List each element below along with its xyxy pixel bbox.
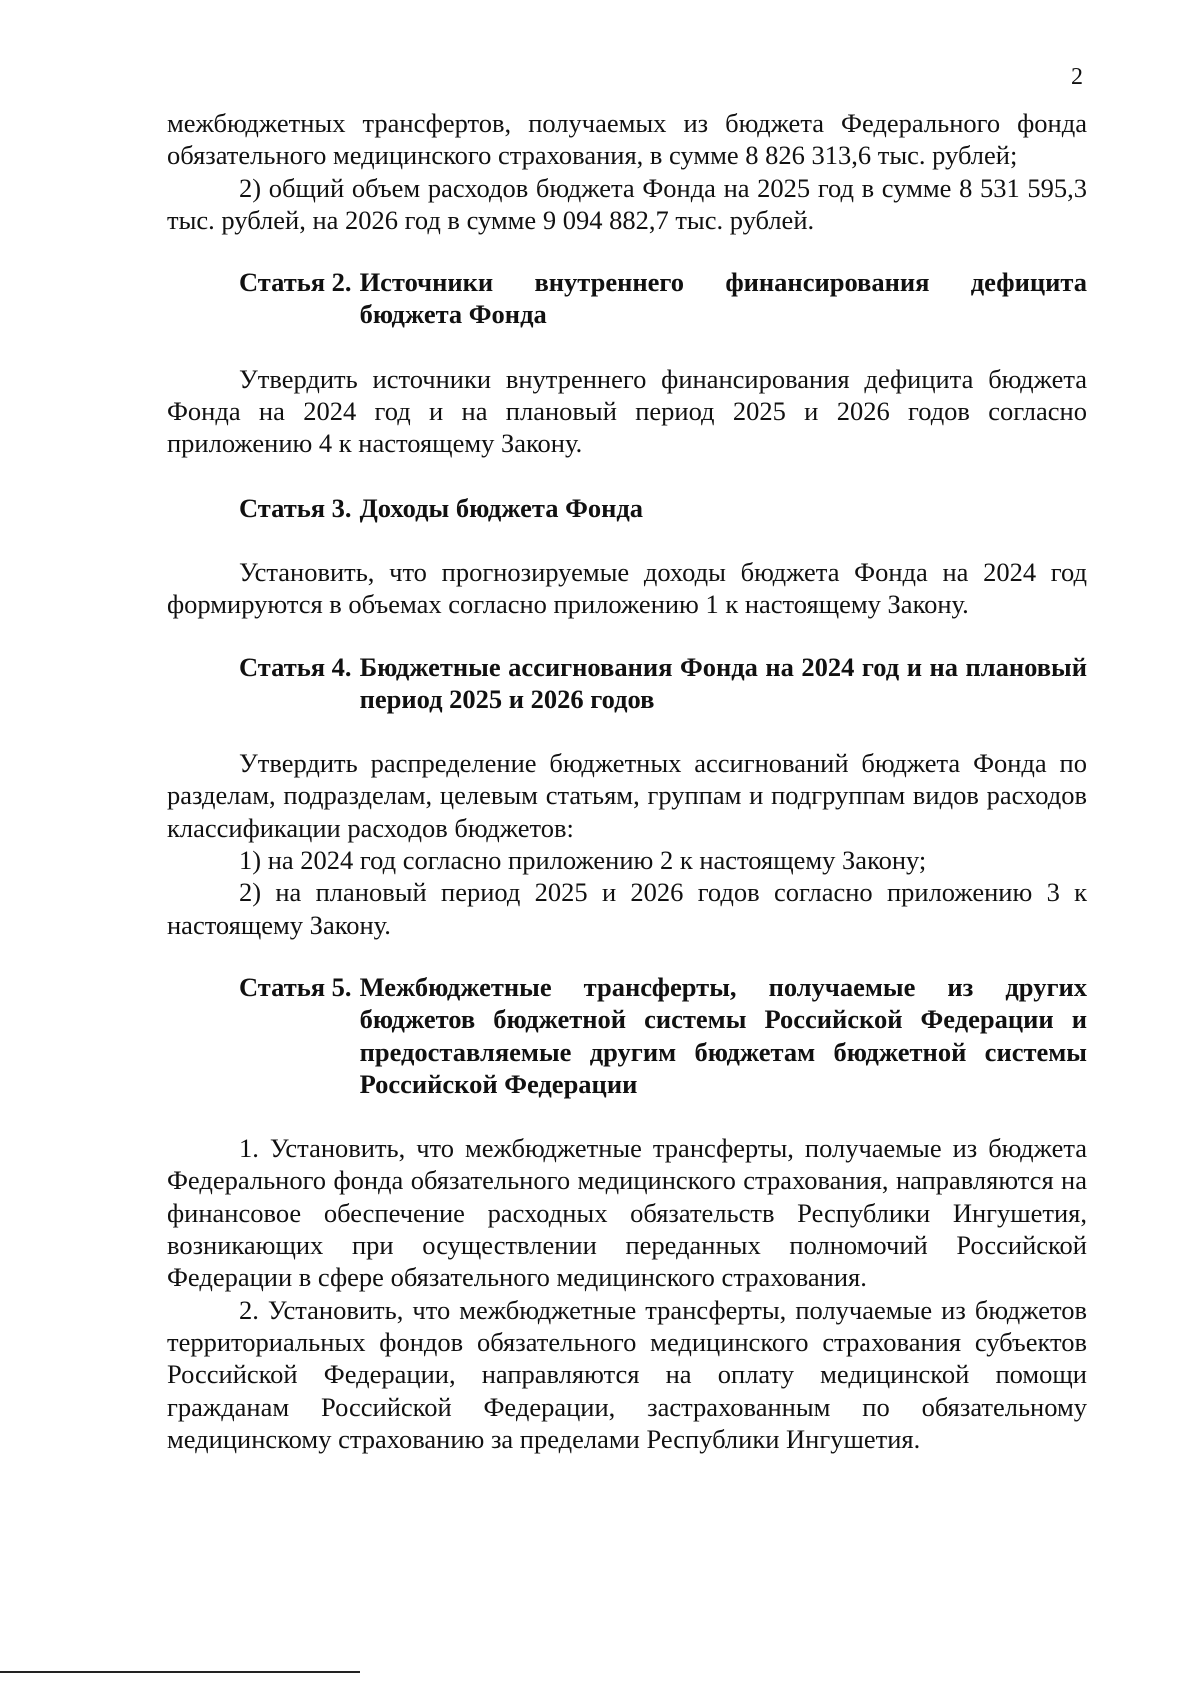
article-4-text: Утвердить распределение бюджетных ассигнований бюджета Фонда по разделам, подразделам, целевым статьям, группам и подгруппам видов расходов классификации расходов бюджетов:	[167, 748, 1087, 843]
article-2-heading	[239, 266, 1087, 331]
page-number: 2	[1071, 64, 1083, 90]
article-5-para-1: 1. Установить, что межбюджетные трансферты, получаемые из бюджета Федерального фонда обязательного медицинского страхования, направляются на финансовое обеспечение расходных обязательств Республики Ингушетия, возникающих при осуществлении переданных полномочий Российской Федерации в сфере обязательного медицинского страхования.	[167, 1133, 1087, 1293]
article-5-title: Межбюджетные трансферты, получаемые из других бюджетов бюджетной системы Российской Федерации и предоставляемые другим бюджетам бюджетной системы Российской Федерации	[359, 971, 1087, 1099]
article-2-text: Утвердить источники внутреннего финансирования дефицита бюджета Фонда на 2024 год и на плановый период 2025 и 2026 годов согласно приложению 4 к настоящему Закону.	[167, 363, 1087, 459]
article-3-heading	[239, 492, 1087, 524]
article-3-title: Доходы бюджета Фонда	[359, 492, 644, 523]
continuation-paragraph: межбюджетных трансфертов, получаемых из бюджета Федерального фонда обязательного медицинского страхования, в сумме 8 826 313,6 тыс. рублей;	[167, 108, 1087, 171]
article-3-text: Установить, что прогнозируемые доходы бюджета Фонда на 2024 год формируются в объемах согласно приложению 1 к настоящему Закону.	[167, 556, 1087, 620]
article-2-label: Статья 2.	[239, 267, 352, 298]
article-5-para-2: 2. Установить, что межбюджетные трансферты, получаемые из бюджетов территориальных фондов обязательного медицинского страхования субъектов Российской Федерации, направляются на оплату медицинской помощи гражданам Российской Федерации, застрахованным по обязательному медицинскому страхованию за пределами Республики Ингушетия.	[167, 1294, 1087, 1454]
document-body	[167, 107, 1087, 1455]
article-3-label: Статья 3.	[239, 492, 352, 523]
article-4-heading	[239, 651, 1087, 716]
article-2-title: Источники внутреннего финансирования дефицита бюджета Фонда	[359, 267, 1087, 330]
article-4-item-1: 1) на 2024 год согласно приложению 2 к настоящему Закону;	[239, 845, 927, 876]
page-bottom-rule	[0, 1671, 360, 1673]
article-4-item-2: 2) на плановый период 2025 и 2026 годов согласно приложению 3 к настоящему Закону.	[167, 877, 1087, 940]
article-4-title: Бюджетные ассигнования Фонда на 2024 год и на плановый период 2025 и 2026 годов	[359, 651, 1087, 714]
expenditure-item: 2) общий объем расходов бюджета Фонда на 2025 год в сумме 8 531 595,3 тыс. рублей, на 2026 год в сумме 9 094 882,7 тыс. рублей.	[167, 172, 1087, 235]
article-4-label: Статья 4.	[239, 651, 352, 682]
article-5-label: Статья 5.	[239, 971, 352, 1002]
article-5-heading	[239, 971, 1087, 1100]
